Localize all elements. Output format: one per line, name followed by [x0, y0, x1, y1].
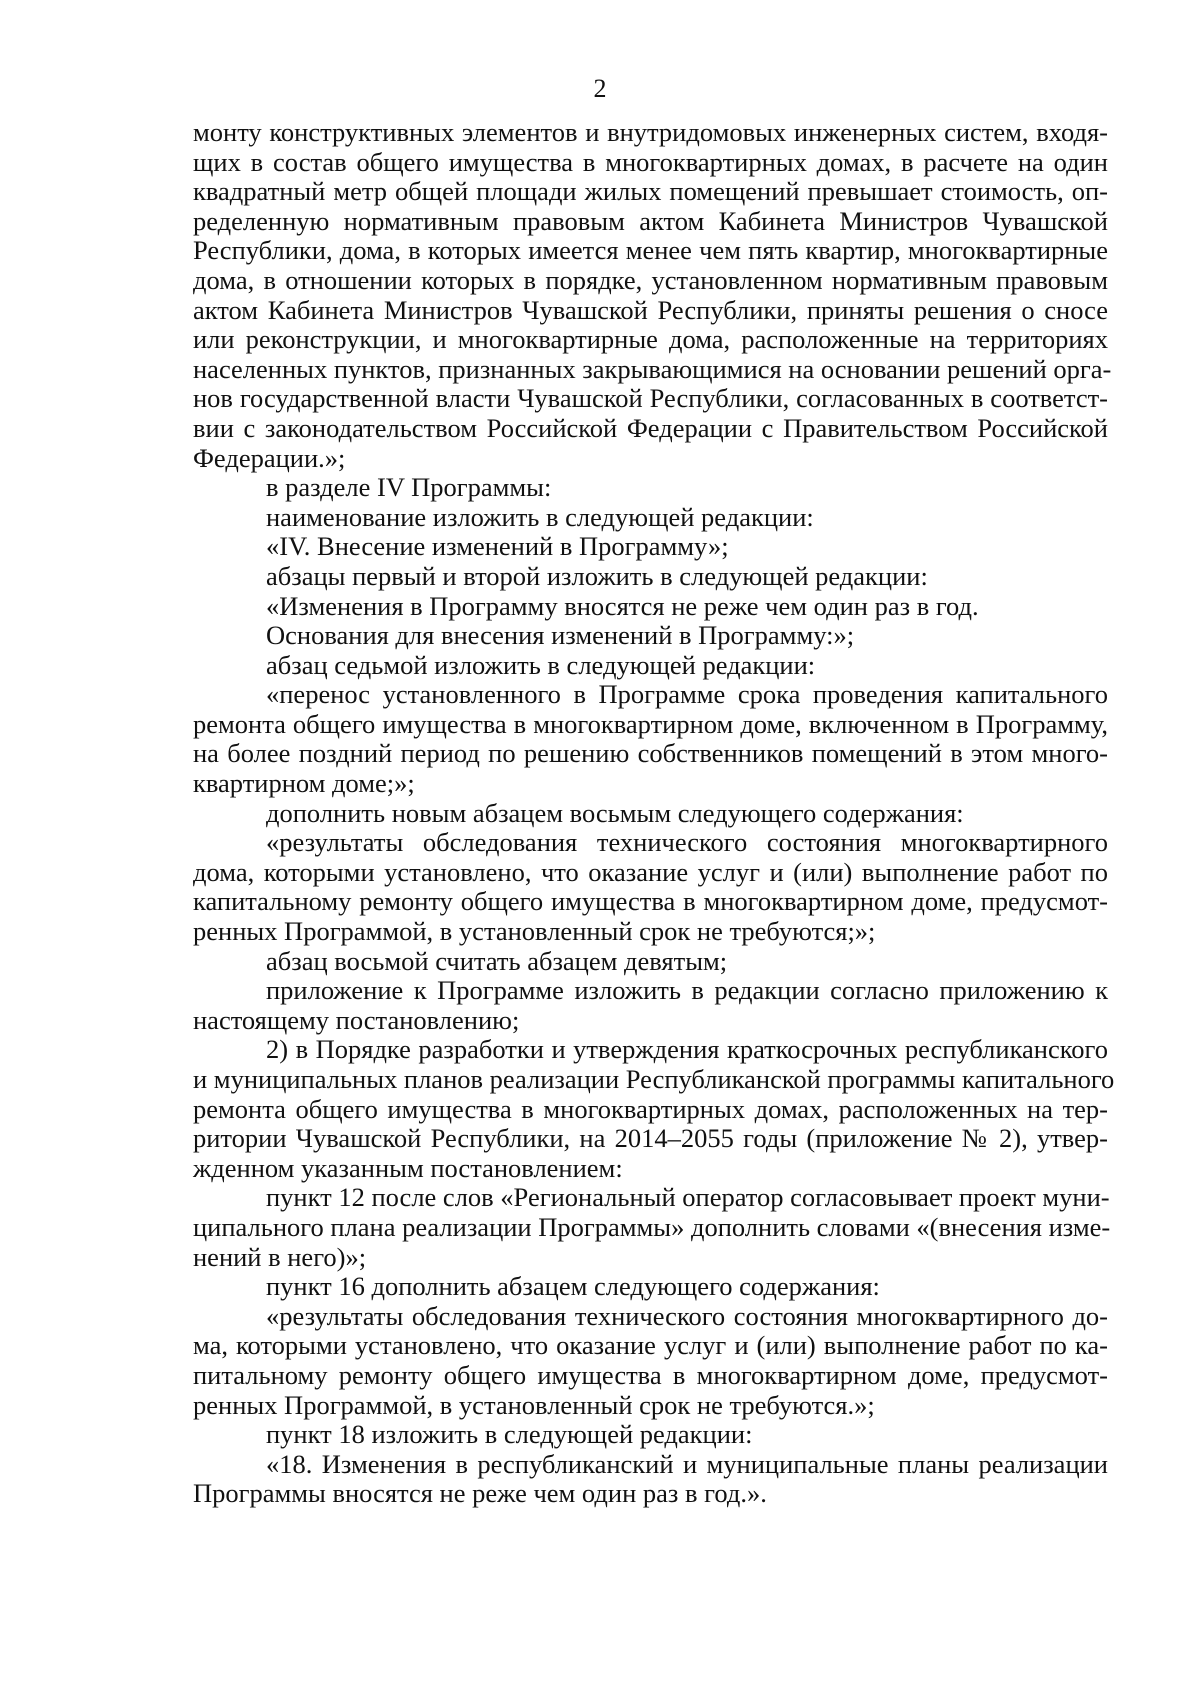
text-line: ремонта общего имущества в многоквартирных домах, расположенных на тер- [193, 1093, 1108, 1124]
text-line: дополнить новым абзацем восьмым следующего содержания: [266, 797, 964, 828]
text-line: нений в него)»; [193, 1241, 367, 1272]
text-line: ма, которыми установлено, что оказание услуг и (или) выполнение работ по ка- [193, 1330, 1108, 1361]
text-line: «IV. Внесение изменений в Программу»; [266, 531, 729, 562]
text-line: Основания для внесения изменений в Программу:»; [266, 620, 855, 651]
page-number: 2 [593, 74, 607, 103]
text-line: дома, которыми установлено, что оказание услуг и (или) выполнение работ по [193, 856, 1108, 887]
text-line: абзац седьмой изложить в следующей редакции: [266, 649, 816, 680]
text-line: дома, в отношении которых в порядке, установленном нормативным правовым [193, 264, 1108, 295]
text-line: «18. Изменения в республиканский и муниципальные планы реализации [266, 1448, 1108, 1479]
text-line: на более поздний период по решению собственников помещений в этом много- [193, 738, 1108, 769]
text-line: настоящему постановлению; [193, 1004, 520, 1035]
text-line: квадратный метр общей площади жилых помещений превышает стоимость, оп- [193, 176, 1108, 207]
text-line: Республики, дома, в которых имеется менее чем пять квартир, многоквартирные [193, 235, 1108, 266]
text-line: жденном указанным постановлением: [193, 1152, 623, 1183]
text-line: ритории Чувашской Республики, на 2014–2055 годы (приложение № 2), утвер- [193, 1123, 1108, 1154]
text-line: приложение к Программе изложить в редакции согласно приложению к [266, 975, 1108, 1006]
text-line: ремонта общего имущества в многоквартирном доме, включенном в Программу, [193, 708, 1108, 739]
text-line: абзацы первый и второй изложить в следующей редакции: [266, 560, 928, 591]
text-line: или реконструкции, и многоквартирные дома, расположенные на территориях [193, 324, 1108, 355]
text-line: ренных Программой, в установленный срок не требуются;»; [193, 916, 876, 947]
document-body [193, 117, 1115, 1509]
text-line: 2) в Порядке разработки и утверждения краткосрочных республиканского [266, 1034, 1108, 1065]
text-line: актом Кабинета Министров Чувашской Республики, приняты решения о сносе [193, 294, 1108, 325]
text-line: ренных Программой, в установленный срок не требуются.»; [193, 1389, 875, 1420]
text-line: капитальному ремонту общего имущества в многоквартирном доме, предусмот- [193, 886, 1108, 917]
text-line: щих в состав общего имущества в многоквартирных домах, в расчете на один [193, 146, 1108, 177]
text-line: Федерации.»; [193, 442, 346, 473]
text-line: пункт 16 дополнить абзацем следующего содержания: [266, 1271, 880, 1302]
text-line: ределенную нормативным правовым актом Кабинета Министров Чувашской [193, 205, 1108, 236]
text-line: «перенос установленного в Программе срока проведения капитального [266, 679, 1108, 710]
text-line: квартирном доме;»; [193, 768, 415, 799]
text-line: населенных пунктов, признанных закрывающимися на основании решений орга- [193, 353, 1112, 384]
text-line: и муниципальных планов реализации Республиканской программы капитального [193, 1064, 1115, 1094]
text-line: наименование изложить в следующей редакции: [266, 501, 814, 532]
text-line: абзац восьмой считать абзацем девятым; [266, 945, 728, 976]
text-line: пункт 12 после слов «Региональный оператор согласовывает проект муни- [266, 1182, 1110, 1213]
text-line: Программы вносятся не реже чем один раз в год.». [193, 1478, 767, 1509]
text-line: питальному ремонту общего имущества в многоквартирном доме, предусмот- [193, 1359, 1108, 1390]
text-line: «Изменения в Программу вносятся не реже чем один раз в год. [266, 590, 979, 621]
text-line: вии с законодательством Российской Федерации с Правительством Российской [193, 412, 1108, 443]
text-line: пункт 18 изложить в следующей редакции: [266, 1419, 753, 1450]
text-line: «результаты обследования технического состояния многоквартирного до- [266, 1300, 1108, 1331]
text-line: ципального плана реализации Программы» дополнить словами «(внесения изме- [193, 1211, 1111, 1242]
text-line: «результаты обследования технического состояния многоквартирного [266, 827, 1108, 858]
text-line: монту конструктивных элементов и внутридомовых инженерных систем, входя- [193, 117, 1108, 147]
text-line: нов государственной власти Чувашской Республики, согласованных в соответст- [193, 383, 1108, 414]
text-line: в разделе IV Программы: [266, 472, 552, 503]
